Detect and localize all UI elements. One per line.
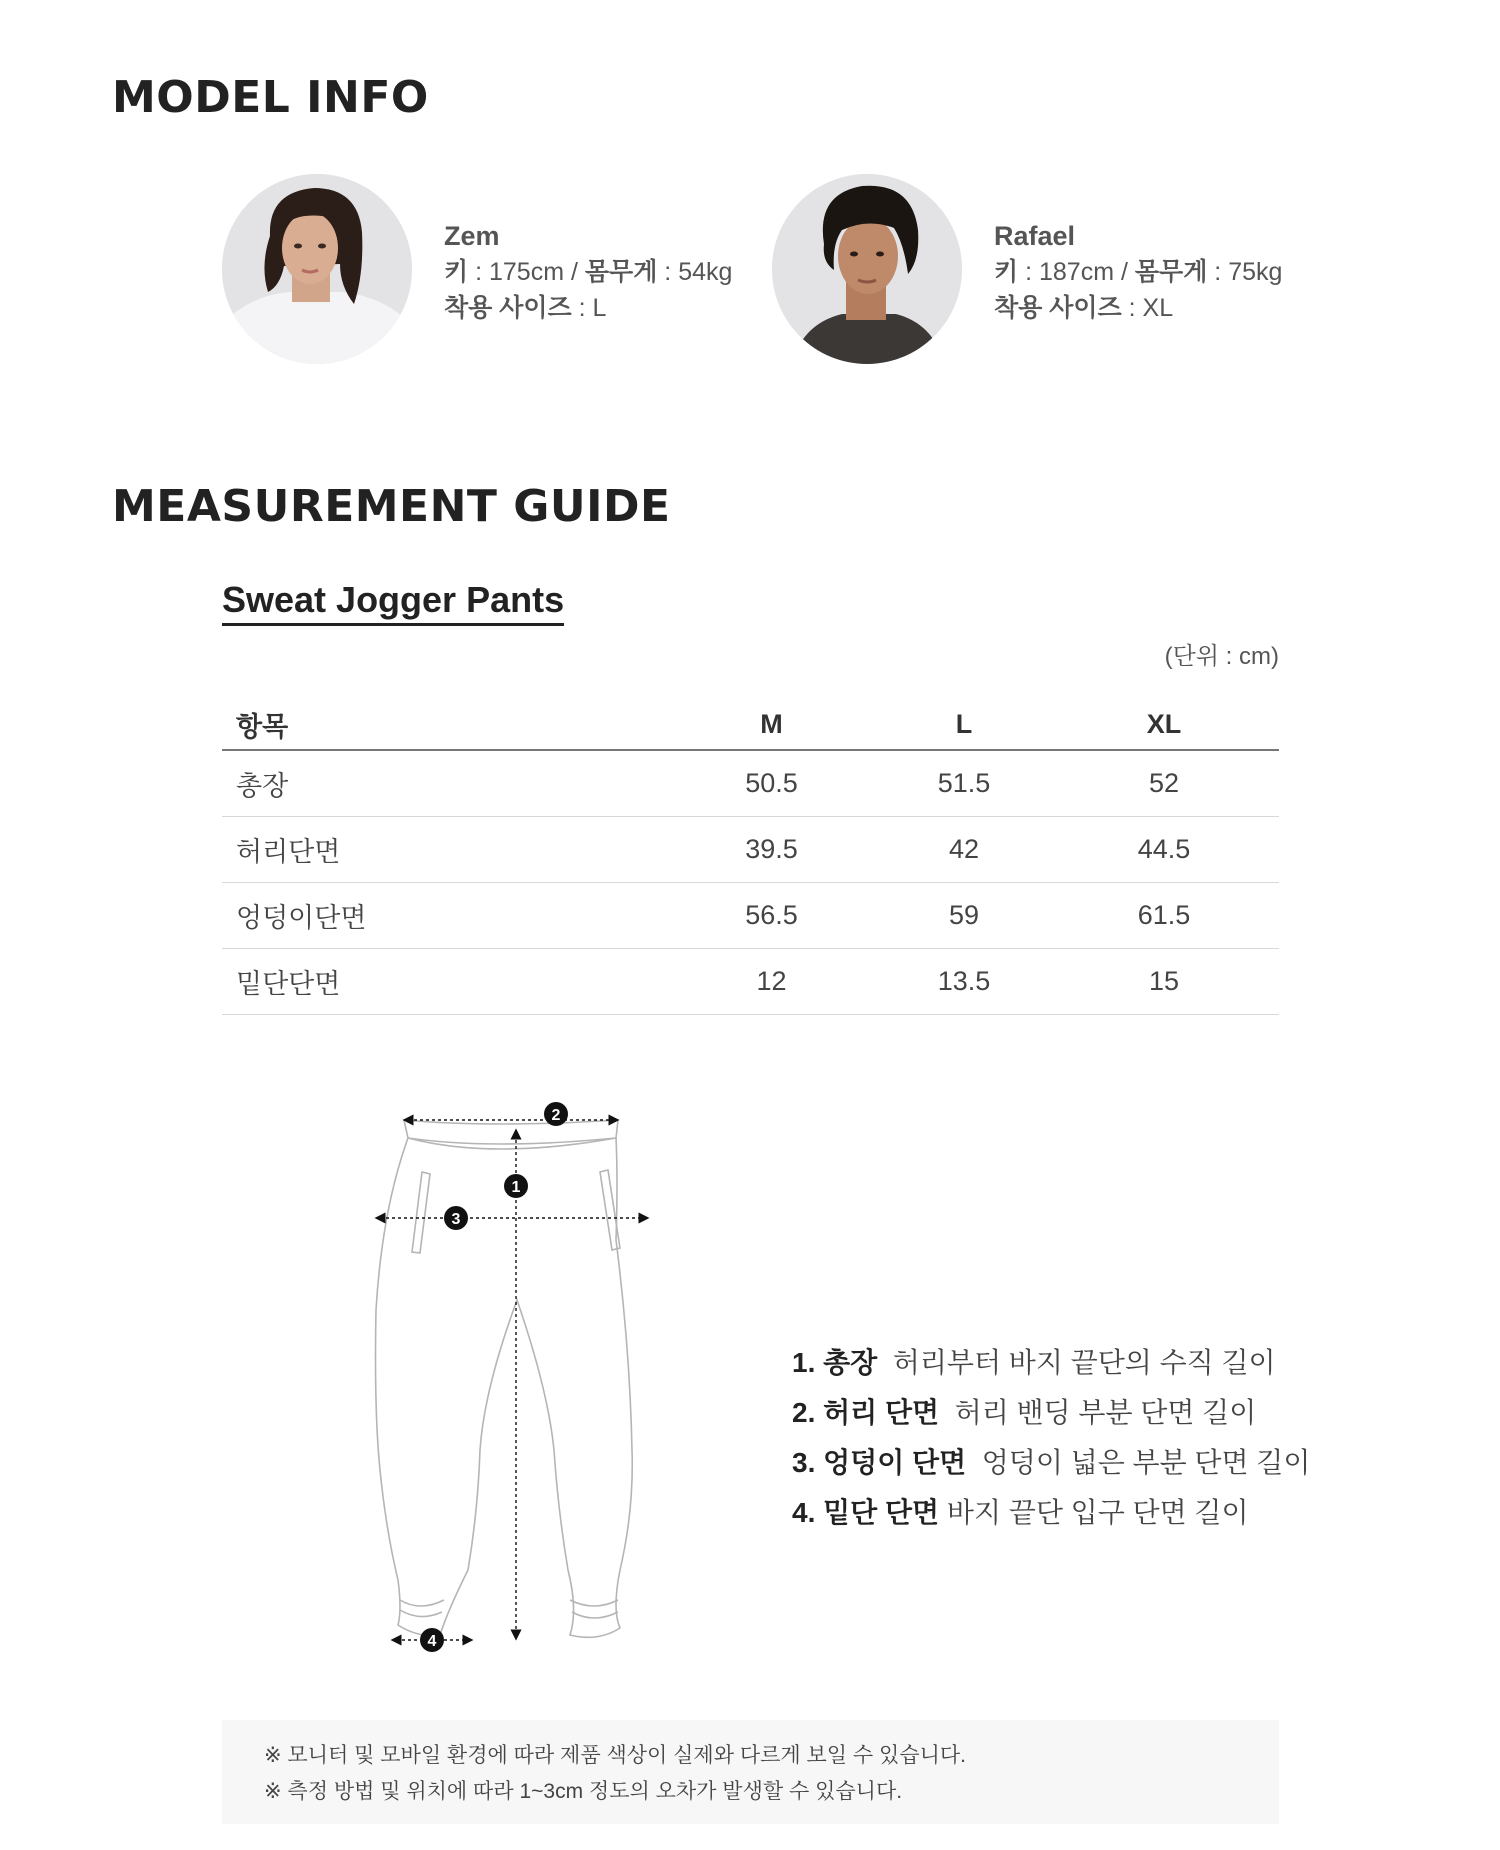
- model-card: [772, 174, 1332, 366]
- model-info-title: MODEL INFO: [112, 72, 429, 123]
- measurement-guide-title: MEASUREMENT GUIDE: [112, 481, 671, 532]
- unit-label: (단위 : cm): [1164, 643, 1279, 670]
- table-cell: 61.5: [1049, 882, 1279, 948]
- model-size: 착용 사이즈 : L: [444, 294, 607, 322]
- notice-text: ※ 모니터 및 모바일 환경에 따라 제품 색상이 실제와 다르게 보일 수 있습니다.: [264, 1744, 967, 1767]
- table-row: [222, 750, 1279, 816]
- svg-text:2: 2: [551, 1107, 561, 1124]
- table-cell: 59: [879, 882, 1049, 948]
- model-name: Rafael: [994, 221, 1076, 251]
- table-cell: 허리단면: [222, 816, 664, 882]
- table-row: [222, 948, 1279, 1014]
- product-title: Sweat Jogger Pants: [222, 578, 564, 626]
- svg-text:1: 1: [511, 1179, 521, 1196]
- table-cell: 총장: [222, 750, 664, 816]
- column-header: 항목: [222, 700, 664, 750]
- marker-2-icon: [544, 1102, 568, 1126]
- pants-outline: [376, 1120, 633, 1637]
- table-header-row: [222, 700, 1279, 750]
- table-cell: 13.5: [879, 948, 1049, 1014]
- model-size: 착용 사이즈 : XL: [994, 294, 1174, 322]
- column-header: XL: [1049, 700, 1279, 750]
- legend-item: 3. 엉덩이 단면 엉덩이 넓은 부분 단면 길이: [792, 1447, 1311, 1478]
- marker-1-icon: [504, 1174, 528, 1198]
- table-row: [222, 816, 1279, 882]
- notice-box: [222, 1720, 1279, 1824]
- table-cell: 밑단단면: [222, 948, 664, 1014]
- marker-3-icon: [444, 1206, 468, 1230]
- table-cell: 51.5: [879, 750, 1049, 816]
- legend-item: 2. 허리 단면 허리 밴딩 부분 단면 길이: [792, 1397, 1257, 1428]
- pants-diagram: [368, 1090, 668, 1670]
- model-card: [222, 174, 782, 366]
- svg-text:4: 4: [427, 1633, 437, 1650]
- model-photo: [222, 174, 412, 364]
- table-cell: 50.5: [664, 750, 879, 816]
- table-cell: 39.5: [664, 816, 879, 882]
- table-cell: 15: [1049, 948, 1279, 1014]
- svg-text:3: 3: [451, 1211, 461, 1228]
- measurement-legend: [792, 1338, 1310, 1538]
- table-cell: 56.5: [664, 882, 879, 948]
- size-table: [222, 700, 1279, 1015]
- table-row: [222, 882, 1279, 948]
- legend-item: 1. 총장 허리부터 바지 끝단의 수직 길이: [792, 1347, 1276, 1378]
- model-photo: [772, 174, 962, 364]
- model-body-spec: 키 : 175cm / 몸무게 : 54kg: [444, 258, 733, 286]
- table-cell: 12: [664, 948, 879, 1014]
- marker-4-icon: [420, 1628, 444, 1652]
- table-cell: 52: [1049, 750, 1279, 816]
- model-name: Zem: [444, 221, 500, 251]
- table-cell: 42: [879, 816, 1049, 882]
- legend-item: 4. 밑단 단면 바지 끝단 입구 단면 길이: [792, 1497, 1249, 1528]
- column-header: M: [664, 700, 879, 750]
- notice-text: ※ 측정 방법 및 위치에 따라 1~3cm 정도의 오차가 발생할 수 있습니다.: [264, 1780, 903, 1803]
- model-body-spec: 키 : 187cm / 몸무게 : 75kg: [994, 258, 1283, 286]
- column-header: L: [879, 700, 1049, 750]
- table-cell: 엉덩이단면: [222, 882, 664, 948]
- table-cell: 44.5: [1049, 816, 1279, 882]
